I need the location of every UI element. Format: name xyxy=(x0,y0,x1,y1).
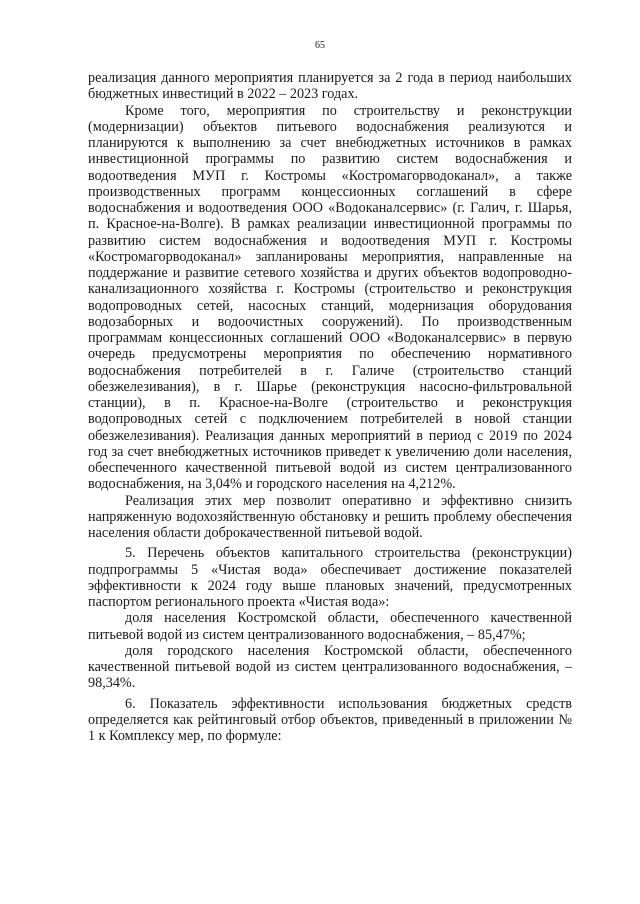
paragraph-item-6: 6. Показатель эффективности использования бюджетных средств определяется как рейтинговый отбор объектов, приведенный в приложении № 1 к Комплексу мер, по формуле: xyxy=(88,695,572,744)
document-body xyxy=(88,70,572,748)
paragraph-indicator-regional: доля населения Костромской области, обеспеченного качественной питьевой водой из систем централизованного водоснабжения, – 85,47%; xyxy=(88,610,572,643)
page-number: 65 xyxy=(315,40,325,51)
paragraph-extrabudgetary-sources: Кроме того, мероприятия по строительству и реконструкции (модернизации) объектов питьевого водоснабжения реализуются и планируются к выполнению за счет внебюджетных источников в рамках инвестиционной программы по развитию систем водоснабжения и водоотведения МУП г. Костромы «Костромагорводоканал», а также производственных программ концессионных соглашений в сфере водоснабжения и водоотведения ООО «Водоканалсервис» (г. Галич, г. Шарья, п. Красное-на-Волге). В рамках реализации инвестиционной программы по развитию систем водоснабжения и водоотведения МУП г. Костромы «Костромагорводоканал» запланированы мероприятия, направленные на поддержание и развитие сетевого хозяйства и других объектов водопроводно-канализационного хозяйства г. Костромы (строительство и реконструкция водопроводных сетей, насосных станций, модернизация оборудования водозаборных и водоочистных сооружений). По производственным программам концессионных соглашений ООО «Водоканалсервис» в первую очередь предусмотрены мероприятия по обеспечению нормативного водоснабжения потребителей в г. Галиче (строительство станций обезжелезивания), в г. Шарье (реконструкция насосно-фильтровальной станции), в п. Красное-на-Волге (строительство и реконструкция водопроводных сетей с подключением потребителей в новой станции обезжелезивания). Реализация данных мероприятий в период с 2019 по 2024 год за счет внебюджетных источников приведет к увеличению доли населения, обеспеченного качественной питьевой водой из систем централизованного водоснабжения, на 3,04% и городского населения на 4,212%. xyxy=(88,102,572,493)
paragraph-continuation: реализация данного мероприятия планируется за 2 года в период наибольших бюджетных инвестиций в 2022 – 2023 годах. xyxy=(88,70,572,103)
paragraph-indicator-urban: доля городского населения Костромской области, обеспеченного качественной питьевой водой из систем централизованного водоснабжения, – 98,34%. xyxy=(88,642,572,692)
paragraph-measures-outcome: Реализация этих мер позволит оперативно и эффективно снизить напряженную водохозяйственную обстановку и решить проблему обеспечения населения области доброкачественной питьевой водой. xyxy=(88,492,572,541)
paragraph-item-5: 5. Перечень объектов капитального строительства (реконструкции) подпрограммы 5 «Чистая вода» обеспечивает достижение показателей эффективности к 2024 году выше плановых значений, предусмотренных паспортом регионального проекта «Чистая вода»: xyxy=(88,545,572,610)
